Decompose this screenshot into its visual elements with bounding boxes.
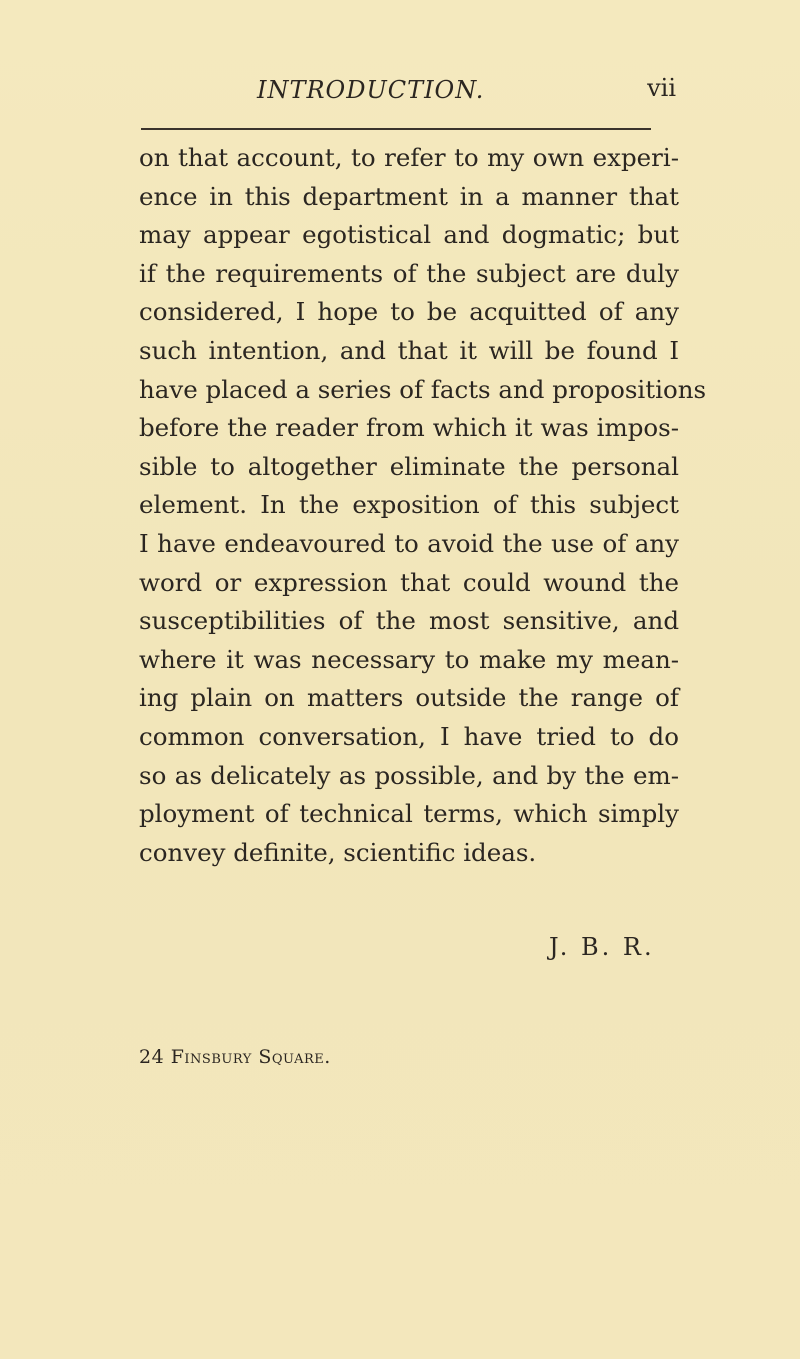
text-line: if the requirements of the subject are duly: [139, 258, 679, 288]
text-line: susceptibilities of the most sensitive, and: [139, 606, 679, 636]
text-line: considered, I hope to be acquitted of any: [139, 297, 679, 327]
text-line: on that account, to refer to my own experi-: [139, 143, 679, 172]
text-line: word or expression that could wound the: [139, 567, 679, 597]
text-line: convey definite, scientific ideas.: [139, 837, 537, 867]
text-line: where it was necessary to make my mean-: [139, 644, 679, 674]
text-line: element. In the exposition of this subject: [139, 490, 679, 520]
text-line: such intention, and that it will be found I: [139, 335, 679, 365]
text-line: so as delicately as possible, and by the em-: [139, 760, 679, 790]
text-line: sible to altogether eliminate the personal: [139, 451, 679, 481]
text-line: before the reader from which it was impos-: [139, 413, 679, 443]
header-rule: [141, 128, 651, 130]
author-address: 24 Finsbury Square.: [139, 1046, 331, 1068]
text-line: ing plain on matters outside the range of: [139, 683, 679, 713]
running-title: INTRODUCTION.: [257, 76, 485, 104]
text-line: ence in this department in a manner that: [139, 181, 679, 211]
body-paragraph: [139, 139, 707, 872]
text-line: ployment of technical terms, which simply: [139, 799, 679, 829]
page-header: [140, 76, 680, 116]
page-number: vii: [647, 74, 676, 102]
text-line: may appear egotistical and dogmatic; but: [139, 220, 679, 250]
text-line: common conversation, I have tried to do: [139, 721, 679, 751]
author-initials: J. B. R.: [549, 933, 655, 961]
text-line: have placed a series of facts and propositions: [139, 374, 707, 404]
text-line: I have endeavoured to avoid the use of any: [139, 528, 679, 558]
